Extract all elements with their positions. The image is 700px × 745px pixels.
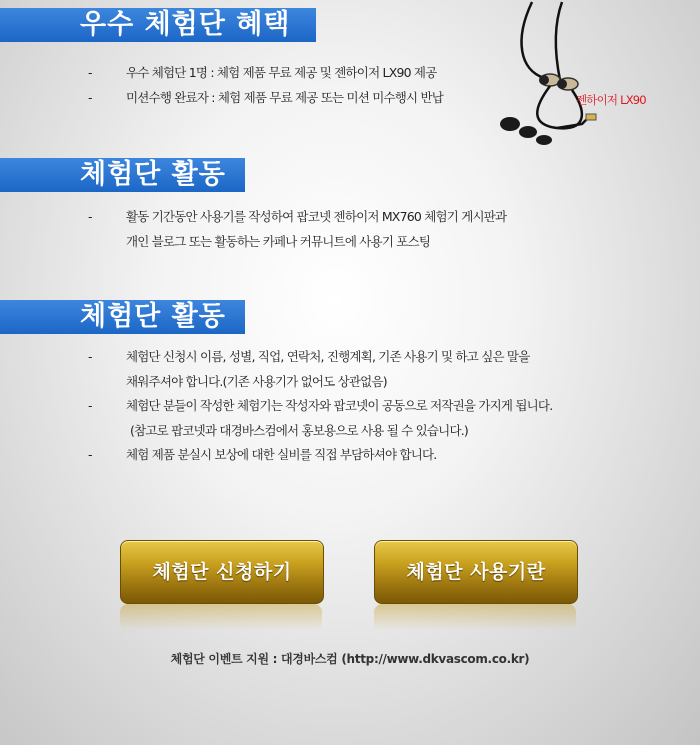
list-item-text: 체험단 신청시 이름, 성별, 직업, 연락처, 진행계획, 기존 사용기 및 하고 싶은 말을 — [126, 349, 530, 364]
list-item-text: 우수 체험단 1명 : 체험 제품 무료 제공 및 젠하이저 LX90 제공 — [126, 65, 437, 80]
list-item-text: 활동 기간동안 사용기를 작성하여 팝코넷 젠하이저 MX760 체험기 게시판과 — [126, 209, 507, 224]
list-item-text: (참고로 팝코넷과 대경바스컴에서 홍보용으로 사용 될 수 있습니다.) — [130, 422, 468, 438]
list-item — [88, 61, 443, 86]
notice-list — [88, 345, 552, 468]
dash-bullet: - — [88, 65, 92, 80]
section-title-benefits: 우수 체험단 혜택 — [0, 8, 316, 42]
list-item-text: 미션수행 완료자 : 체험 제품 무료 제공 또는 미션 미수행시 반납 — [126, 89, 444, 105]
dash-bullet: - — [88, 398, 92, 413]
section-title-activity-2: 체험단 활동 — [0, 300, 245, 334]
dash-bullet: - — [88, 447, 92, 462]
section-title-activity: 체험단 활동 — [0, 158, 245, 192]
list-item-text: 체험 제품 분실시 보상에 대한 실비를 직접 부담하셔야 합니다. — [126, 447, 437, 462]
list-item — [88, 443, 552, 468]
list-item-text: 체험단 분들이 작성한 체험기는 작성자와 팝코넷이 공동으로 저작권을 가지게 됩니다. — [126, 398, 553, 413]
earphones-icon — [492, 0, 662, 155]
dash-bullet: - — [88, 349, 92, 364]
list-item — [88, 345, 552, 394]
list-item — [88, 394, 552, 443]
dash-bullet: - — [88, 209, 92, 224]
list-item — [88, 86, 443, 111]
activity-list — [88, 205, 506, 254]
list-item-text: 개인 블로그 또는 활동하는 카페나 커뮤니트에 사용기 포스팅 — [126, 233, 431, 249]
list-item — [88, 205, 506, 254]
dash-bullet: - — [88, 89, 92, 105]
footer-sponsor: 체험단 이벤트 지원 : 대경바스컴 (http://www.dkvascom.co.kr) — [170, 652, 530, 666]
product-label: 젠하이저 LX90 — [576, 93, 646, 107]
review-info-button[interactable]: 체험단 사용기란 — [374, 540, 578, 604]
button-reflection — [120, 604, 322, 630]
list-item-text: 채워주셔야 합니다.(기존 사용기가 없어도 상관없음) — [126, 373, 387, 389]
benefits-list — [88, 61, 443, 110]
button-reflection — [374, 604, 576, 630]
apply-button[interactable]: 체험단 신청하기 — [120, 540, 324, 604]
